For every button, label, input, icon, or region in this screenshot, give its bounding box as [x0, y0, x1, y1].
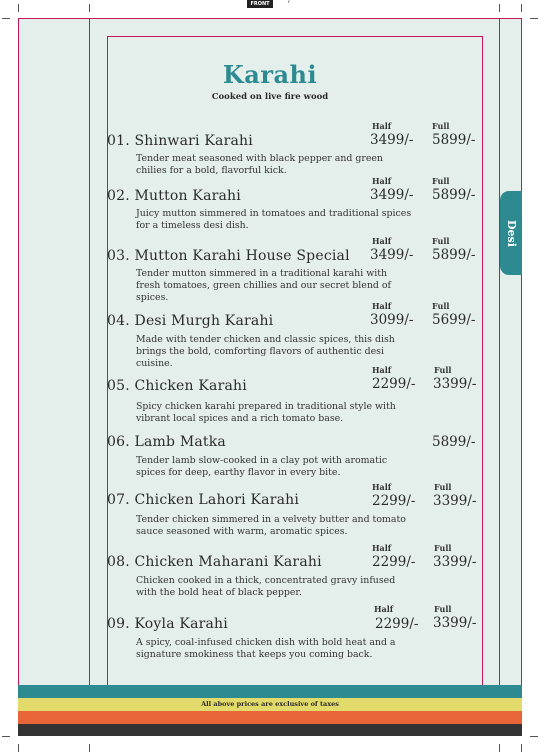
- full-label: Full: [432, 121, 450, 131]
- item-description: Tender lamb slow-cooked in a clay pot with aromatic spices for deep, earthy flavor in every bite.: [136, 455, 388, 478]
- half-label: Half: [372, 236, 392, 246]
- half-price: 3499/-: [370, 187, 414, 203]
- half-label: Half: [374, 604, 394, 614]
- half-price: 2299/-: [372, 493, 416, 509]
- item-description: Juicy mutton simmered in tomatoes and traditional spices for a timeless desi dish.: [136, 208, 412, 231]
- half-label: Half: [372, 543, 392, 553]
- full-price: 3399/-: [433, 376, 477, 392]
- item-name: 05. Chicken Karahi: [107, 378, 247, 394]
- trim-guide-left: [89, 18, 90, 736]
- bleed-guide-right: [521, 18, 522, 736]
- half-price: 2299/-: [375, 616, 419, 632]
- crop-mark: [530, 18, 538, 19]
- full-label: Full: [432, 176, 450, 186]
- item-description: Tender mutton simmered in a traditional karahi with fresh tomatoes, green chillies and our secret blend of spices.: [136, 268, 391, 303]
- crop-mark: [89, 4, 90, 12]
- page-mark: 7: [287, 0, 291, 5]
- crop-mark: [2, 736, 10, 737]
- section-subtitle: Cooked on live fire wood: [211, 92, 329, 102]
- item-name: 04. Desi Murgh Karahi: [107, 313, 274, 329]
- item-description: Spicy chicken karahi prepared in traditional style with vibrant local spices and a rich tomato base.: [136, 401, 396, 424]
- stripe-teal: [18, 685, 522, 698]
- crop-mark: [18, 4, 19, 12]
- full-price: 3399/-: [433, 493, 477, 509]
- half-label: Half: [372, 365, 392, 375]
- item-name: 08. Chicken Maharani Karahi: [107, 554, 322, 570]
- bleed-guide-top: [18, 18, 522, 19]
- trim-guide-right: [499, 18, 500, 736]
- safe-guide-right: [482, 36, 483, 719]
- crop-mark: [2, 18, 10, 19]
- half-price: 3099/-: [370, 312, 414, 328]
- full-price: 5899/-: [432, 247, 476, 263]
- half-price: 2299/-: [372, 554, 416, 570]
- half-label: Half: [372, 176, 392, 186]
- full-label: Full: [434, 604, 452, 614]
- item-description: Tender chicken simmered in a velvety butter and tomato sauce seasoned with warm, aromatic spices.: [136, 514, 406, 537]
- category-tab-label: Desi: [505, 219, 518, 247]
- item-description: Made with tender chicken and classic spices, this dish brings the bold, comforting flavors of authentic desi cuisine.: [136, 334, 395, 369]
- full-label: Full: [434, 365, 452, 375]
- stripe-dark: [18, 724, 522, 736]
- section-title: Karahi: [222, 60, 318, 89]
- item-name: 06. Lamb Matka: [107, 434, 226, 450]
- half-price: 3499/-: [370, 247, 414, 263]
- full-price: 3399/-: [433, 615, 477, 631]
- item-name: 07. Chicken Lahori Karahi: [107, 492, 300, 508]
- crop-mark: [18, 744, 19, 752]
- item-description: Tender meat seasoned with black pepper and green chilies for a bold, flavorful kick.: [136, 153, 383, 176]
- full-price: 5899/-: [432, 132, 476, 148]
- front-label: FRONT: [247, 0, 273, 8]
- crop-mark: [521, 744, 522, 752]
- full-price: 5899/-: [432, 434, 476, 450]
- full-price: 3399/-: [433, 554, 477, 570]
- tax-note: All above prices are exclusive of taxes: [201, 700, 339, 708]
- crop-mark: [521, 4, 522, 12]
- crop-mark: [89, 744, 90, 752]
- item-name: 03. Mutton Karahi House Special: [107, 248, 350, 264]
- stripe-orange: [18, 711, 522, 724]
- item-description: A spicy, coal-infused chicken dish with bold heat and a signature smokiness that keeps you coming back.: [136, 637, 396, 660]
- full-label: Full: [434, 543, 452, 553]
- full-label: Full: [434, 482, 452, 492]
- half-label: Half: [372, 482, 392, 492]
- safe-guide-top: [107, 36, 483, 37]
- item-name: 09. Koyla Karahi: [107, 616, 228, 632]
- bleed-guide-left: [18, 18, 19, 736]
- half-price: 3499/-: [370, 132, 414, 148]
- full-label: Full: [432, 236, 450, 246]
- half-price: 2299/-: [372, 376, 416, 392]
- item-name: 02. Mutton Karahi: [107, 188, 241, 204]
- crop-mark: [499, 4, 500, 12]
- crop-mark: [499, 744, 500, 752]
- full-label: Full: [432, 301, 450, 311]
- full-price: 5699/-: [432, 312, 476, 328]
- full-price: 5899/-: [432, 187, 476, 203]
- crop-mark: [530, 736, 538, 737]
- item-description: Chicken cooked in a thick, concentrated gravy infused with the bold heat of black pepper.: [136, 575, 396, 598]
- half-label: Half: [372, 301, 392, 311]
- half-label: Half: [372, 121, 392, 131]
- item-name: 01. Shinwari Karahi: [107, 133, 253, 149]
